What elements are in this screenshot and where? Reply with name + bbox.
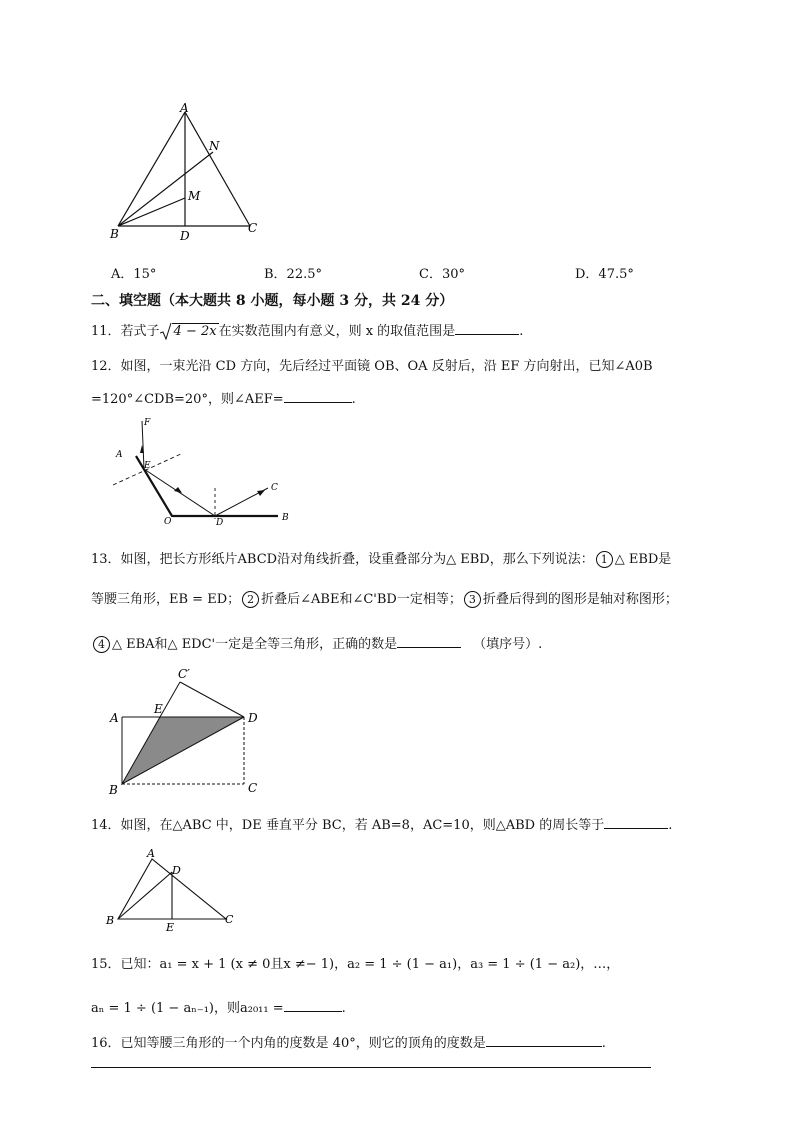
fig10-label-b: B [110, 227, 119, 241]
fig13-label-b: B [109, 783, 118, 797]
fig12-label-d: D [216, 518, 224, 528]
q16-end: . [601, 1036, 606, 1051]
footer-divider [91, 1067, 651, 1068]
sqrt-expression [160, 322, 219, 341]
q11-end: . [519, 324, 524, 339]
question-14 [91, 814, 672, 835]
q11-suffix: 在实数范围内有意义，则 x 的取值范围是 [218, 324, 456, 339]
q15-line-2-text: aₙ = 1 ÷ (1 − aₙ₋₁)，则a₂₀₁₁ = [91, 1001, 284, 1016]
question-16 [91, 1032, 606, 1053]
fig12-label-o: O [164, 517, 172, 527]
q15-end: . [341, 1001, 346, 1016]
q13-line-1-text: 13．如图，把长方形纸片ABCD沿对角线折叠，设重叠部分为△ EBD，那么下列说法： [91, 552, 594, 567]
question-15-line-2 [91, 997, 346, 1018]
question-13-line-3 [91, 633, 542, 654]
question-13-line-1 [91, 551, 671, 569]
option-b: B．22.5° [264, 267, 322, 282]
circled-number-3: 3 [464, 591, 481, 608]
fig13-label-c: C [248, 781, 258, 795]
answer-blank-11[interactable] [455, 320, 519, 335]
figure-q13 [104, 664, 274, 799]
q13-line-2-text-c: 折叠后得到的图形是轴对称图形； [482, 592, 678, 607]
fig12-label-e: E [144, 461, 151, 471]
option-a: A．15° [111, 267, 157, 282]
fig10-label-d: D [180, 229, 190, 243]
question-13-line-2 [91, 591, 678, 609]
answer-blank-16[interactable] [486, 1032, 602, 1047]
fig14-label-c: C [225, 913, 234, 926]
q14-text: 14．如图，在△ABC 中，DE 垂直平分 BC，若 AB=8，AC=10，则△ABD 的周长等于 [91, 818, 605, 833]
fig12-label-b: B [282, 513, 289, 523]
answer-blank-12[interactable] [284, 388, 352, 403]
sqrt-icon [160, 322, 172, 340]
answer-blank-14[interactable] [604, 814, 668, 829]
fig13-label-a: A [110, 711, 119, 725]
fig13-label-c-prime: C′ [178, 667, 190, 681]
fig10-label-c: C [248, 221, 258, 235]
fig14-label-b: B [106, 914, 115, 927]
fig10-label-a: A [180, 101, 189, 115]
q13-line-2-text-b: 折叠后∠ABE和∠C'BD一定相等； [261, 592, 462, 607]
sqrt-radicand: 4 − 2x [173, 323, 217, 339]
q13-line-1-end: △ EBD是 [614, 552, 672, 567]
question-15-line-1: 15．已知：a₁ = x + 1 (x ≠ 0且x ≠− 1)，a₂ = 1 ÷ (1 − a₁)，a₃ = 1 ÷ (1 − a₂)，…， [91, 957, 620, 972]
fig13-label-d: D [248, 711, 258, 725]
fig14-label-a: A [147, 847, 155, 860]
q12-end: . [351, 392, 356, 407]
fig10-label-m: M [188, 189, 201, 203]
q14-end: . [668, 818, 673, 833]
fig13-label-e: E [154, 702, 163, 716]
q11-prefix: 11．若式子 [91, 324, 160, 339]
option-d: D．47.5° [575, 267, 634, 282]
answer-blank-13[interactable] [397, 633, 461, 648]
q13-line-3-end: （填序号）. [473, 637, 543, 652]
q16-text: 16．已知等腰三角形的一个内角的度数是 40°，则它的顶角的度数是 [91, 1036, 486, 1051]
question-11 [91, 320, 523, 341]
circled-number-4: 4 [93, 636, 110, 653]
answer-blank-15[interactable] [284, 997, 342, 1012]
question-12-line-1: 12．如图，一束光沿 CD 方向，先后经过平面镜 OB、OA 反射后，沿 EF 方向射出，已知∠A0B [91, 359, 653, 374]
fig12-label-a: A [116, 450, 123, 460]
circled-number-1: 1 [596, 551, 613, 568]
option-c: C．30° [419, 267, 465, 282]
fig14-label-d: D [172, 864, 181, 877]
q12-line-2-text: =120°∠CDB=20°，则∠AEF= [91, 392, 284, 407]
fig10-label-n: N [209, 139, 220, 153]
figure-q12 [108, 413, 298, 528]
figure-q10 [100, 100, 270, 250]
figure-q14 [102, 845, 242, 935]
fig12-label-f: F [144, 418, 151, 428]
circled-number-2: 2 [242, 591, 259, 608]
fig12-label-c: C [271, 483, 278, 493]
q13-line-3-text: △ EBA和△ EDC'一定是全等三角形，正确的数是 [112, 637, 398, 652]
q13-line-2-text-a: 等腰三角形，EB = ED； [91, 592, 241, 607]
fig14-label-e: E [166, 921, 175, 934]
section-heading: 二、填空题（本大题共 8 小题，每小题 3 分，共 24 分） [91, 293, 454, 309]
question-12-line-2 [91, 388, 356, 409]
